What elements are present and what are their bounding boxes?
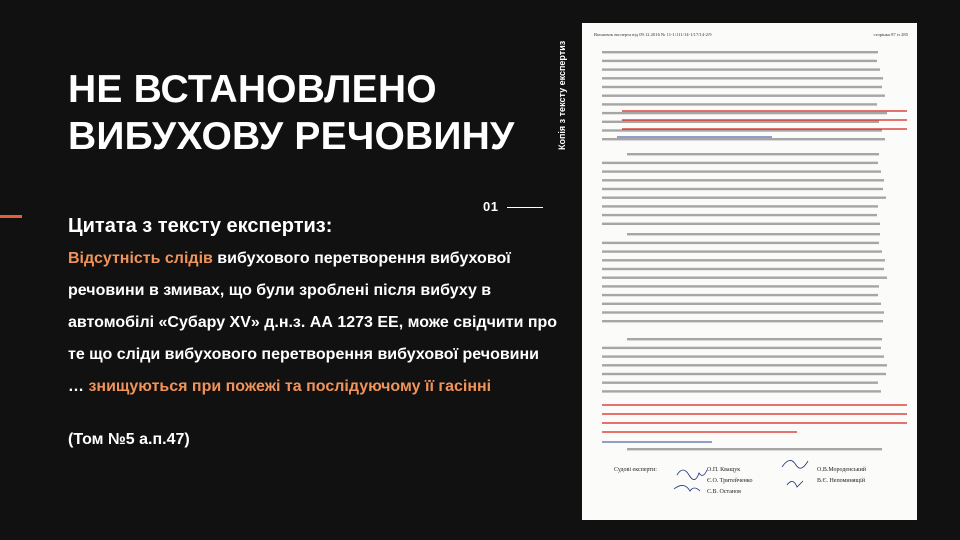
doc-text-line [602, 51, 878, 53]
doc-text-line [602, 320, 883, 322]
accent-bar [0, 215, 22, 218]
doc-text-line [602, 112, 887, 114]
quote-main-text: вибухового перетворення вибухової речовини в змивах, що були зроблені після вибуху в автомобілі «Субару XV» д.н.з. АА 1273 ЕЕ, може свідчити про те що сліди вибухового перетворення вибухової речовини … [68, 250, 558, 395]
doc-text-line [602, 77, 883, 79]
slide-title [68, 66, 538, 160]
doc-blue-underlines [602, 137, 772, 442]
doc-text-line [602, 121, 879, 123]
doc-text-line [602, 162, 878, 164]
doc-text-line [602, 129, 882, 131]
doc-text-line [602, 259, 885, 261]
doc-text-line [602, 303, 881, 305]
doc-text-line [602, 60, 877, 62]
doc-text-line [602, 138, 885, 140]
expert-name: О.В.Мороденський [817, 467, 867, 473]
doc-text-line [602, 355, 884, 357]
slide-title-line-1: НЕ ВСТАНОВЛЕНО [68, 68, 437, 111]
quote-highlight-start: Відсутність слідів [68, 250, 213, 267]
doc-text-line [602, 390, 881, 392]
doc-text-line [602, 95, 885, 97]
doc-text-line [602, 179, 884, 181]
signatures-label: Судові експерти: [614, 467, 657, 473]
doc-text-line [602, 188, 883, 190]
slide-number-rule [507, 207, 543, 208]
signature-scribbles [674, 460, 808, 491]
doc-text-line [602, 205, 878, 207]
doc-header-right: сторінка 87 із 285 [873, 32, 908, 37]
doc-text-line [602, 103, 877, 105]
doc-text-line [627, 448, 882, 450]
slide-title-line-2: ВИБУХОВУ РЕЧОВИНУ [68, 115, 515, 158]
doc-text-line [627, 233, 880, 235]
quote-highlight-end: знищуються при пожежі та послідуючому її гасінні [88, 378, 492, 395]
doc-text-line [602, 285, 879, 287]
doc-text-line [602, 223, 880, 225]
doc-text-line [627, 338, 882, 340]
slide-number: 01 [483, 199, 499, 214]
quote-text [68, 243, 558, 403]
expert-name: Є.О. Тритейченко [707, 478, 753, 484]
doc-text-line [627, 153, 879, 155]
doc-text-line [602, 277, 887, 279]
signature-scribble [674, 485, 700, 491]
expert-name: В.Є. Непоминящій [817, 478, 866, 484]
expert-name: С.В. Останов [707, 489, 741, 495]
report-page-graphic [582, 23, 917, 520]
signature-scribble [787, 481, 803, 487]
expert-report-scan [582, 23, 917, 520]
doc-text-line [602, 268, 884, 270]
expert-name: О.П. Кващук [707, 467, 741, 473]
doc-text-line [602, 250, 882, 252]
volume-reference: (Том №5 а.п.47) [68, 431, 190, 448]
signature-scribble [677, 470, 707, 480]
doc-text-line [602, 311, 884, 313]
doc-text-line [602, 170, 881, 172]
doc-text-line [602, 86, 882, 88]
doc-text-line [602, 68, 880, 70]
side-label: Копія з тексту експертиз [557, 40, 567, 150]
doc-text-line [602, 214, 877, 216]
doc-header-left: Висновок експерта від 09.12.2016 № 11-1/111/14-1/17/14-2/9 [594, 32, 712, 37]
doc-text-line [602, 197, 886, 199]
doc-text-line [602, 382, 878, 384]
doc-text-line [602, 364, 887, 366]
quote-heading: Цитата з тексту експертиз: [68, 215, 333, 237]
doc-text-line [602, 373, 886, 375]
signature-scribble [782, 460, 808, 468]
doc-text-line [602, 294, 878, 296]
doc-text-line [602, 242, 879, 244]
doc-text-line [602, 347, 881, 349]
